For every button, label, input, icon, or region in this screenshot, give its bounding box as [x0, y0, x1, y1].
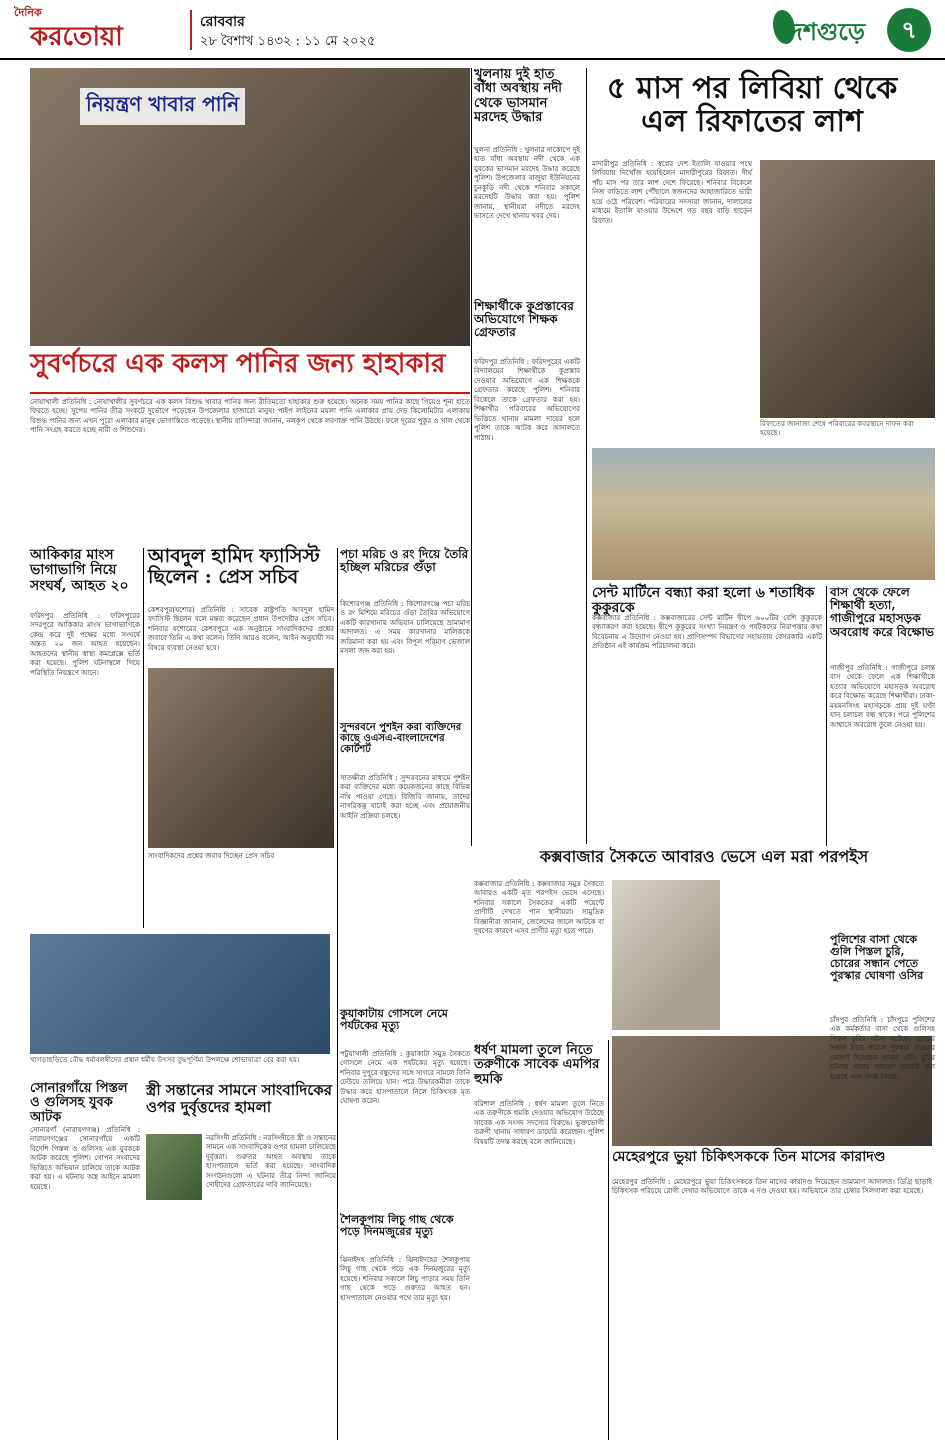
article-tree-fall: ঝিনাইদহ প্রতিনিধি : ঝিনাইদহের শৈলকুপায় লিচু গাছ থেকে পড়ে এক দিনমজুরের মৃত্যু হয়েছে। শনিবার সকালে লিচু পাড়ার সময় তিনি গাছ থেকে পড়ে গুরুতর আহত হন। হাসপাতালে নেওয়ার পথে তার মৃত্যু হয়। — [340, 1256, 470, 1302]
article-fake-doctor: মেহেরপুর প্রতিনিধি : মেহেরপুরে ভুয়া চিকিৎসককে তিন মাসের কারাদণ্ড দিয়েছেন ভ্রাম্যমাণ আদালত। ডিগ্রি ছাড়াই চিকিৎসক পরিচয়ে রোগী দেখার অভিযোগে তাকে এ দণ্ড দেওয়া হয়। অভিযানে তার চেম্বার সিলগালা করা হয়েছে। — [612, 1178, 932, 1196]
article-student-killed: গাজীপুর প্রতিনিধি : গাজীপুরে চলন্ত বাস থেকে ফেলে এক শিক্ষার্থীকে হত্যার অভিযোগে মহাসড়ক অবরোধ করে বিক্ষোভ করেছে শিক্ষার্থীরা। ঢাকা-ময়মনসিংহ মহাসড়কে প্রায় দুই ঘণ্টা যান চলাচল বন্ধ থাকে। পরে পুলিশের আশ্বাসে অবরোধ তুলে নেওয়া হয়। — [830, 664, 935, 729]
article-kuakata: পটুয়াখালী প্রতিনিধি : কুয়াকাটা সমুদ্র সৈকতে গোসলে নেমে এক পর্যটকের মৃত্যু হয়েছে। শনিবার দুপুরে বন্ধুদের সঙ্গে সাগরে নামলে তিনি ঢেউয়ে তলিয়ে যান। পরে উদ্ধারকর্মীরা তাকে উদ্ধার করে হাসপাতালে নিলে চিকিৎসক মৃত ঘোষণা করেন। — [340, 1050, 470, 1106]
headline-pushin-court[interactable]: সুন্দরবনে পুশইন করা ব্যক্তিদের কাছে ওএসএ-বাংলাদেশের কোর্টশর্ট — [340, 722, 462, 755]
headline-student-killed[interactable]: বাস থেকে ফেলে শিক্ষার্থী হত্যা, গাজীপুরে মহাসড়ক অবরোধ করে বিক্ষোভ — [830, 585, 934, 639]
masthead-divider — [190, 10, 192, 50]
paper-logo[interactable]: করতোয়া — [30, 22, 123, 52]
photo-buddhist-procession — [30, 934, 330, 1054]
headline-akikar-clash[interactable]: আকিকার মাংস ভাগাভাগি নিয়ে সংঘর্ষ, আহত ২০ — [30, 547, 129, 594]
headline-libya-body[interactable]: ৫ মাস পর লিবিয়া থেকে এল রিফাতের লাশ — [606, 71, 898, 139]
column-rule — [826, 586, 827, 846]
masthead — [0, 0, 945, 60]
article-rotten-chili: কিশোরগঞ্জ প্রতিনিধি : কিশোরগঞ্জে পচা মরিচ ও রং মিশিয়ে মরিচের গুঁড়া তৈরির অভিযোগে একটি কারখানায় অভিযান চালিয়েছে ভ্রাম্যমাণ আদালত। এ সময় কারখানার মালিককে জরিমানা করা হয় এবং বিপুল পরিমাণ ভেজাল মসলা জব্দ করা হয়। — [340, 600, 470, 656]
headline-sonargaon[interactable]: সোনারগাঁয়ে পিস্তল ও গুলিসহ যুবক আটক — [30, 1081, 128, 1125]
paper-tagline: দৈনিক — [14, 6, 42, 19]
headline-water-crisis[interactable]: সুবর্ণচরে এক কলস পানির জন্য হাহাকার — [30, 350, 470, 394]
headline-porpoise[interactable]: কক্সবাজার সৈকতে আবারও ভেসে এল মরা পরপইস — [539, 847, 869, 866]
photo-journalist — [146, 1134, 202, 1200]
article-libya-body: মাদারীপুর প্রতিনিধি : স্বপ্নের দেশ ইতালি যাওয়ার পথে লিবিয়ায় নিখোঁজ হয়েছিলেন মাদারীপুরের রিফাত। দীর্ঘ পাঁচ মাস পর তার লাশ দেশে ফিরেছে। শনিবার বিকেলে নিজ বাড়িতে লাশ পৌঁছালে স্বজনদের আহাজারিতে ভারী হয়ে ওঠে পরিবেশ। পরিবারের সদস্যরা জানান, দালালের মাধ্যমে ইতালি যাওয়ার উদ্দেশে গত বছর বাড়ি ছাড়েন রিফাত। — [592, 160, 752, 225]
article-rape-case: বরিশাল প্রতিনিধি : ধর্ষণ মামলা তুলে নিতে এক তরুণীকে হুমকি দেওয়ার অভিযোগ উঠেছে সাবেক এক সংসদ সদস্যের বিরুদ্ধে। ভুক্তভোগী তরুণী থানায় সাধারণ ডায়েরি করেছেন। পুলিশ বিষয়টি তদন্ত করছে বলে জানিয়েছে। — [474, 1100, 604, 1146]
column-rule — [143, 548, 144, 928]
article-akikar-clash: ফরিদপুর প্রতিনিধি : ফরিদপুরের সদরপুরে আকিকার মাংস ভাগাভাগিকে কেন্দ্র করে দুই পক্ষের মধ্যে সংঘর্ষে অন্তত ২০ জন আহত হয়েছেন। আহতদের স্থানীয় স্বাস্থ্য কমপ্লেক্সে ভর্তি করা হয়েছে। পুলিশ ঘটনাস্থলে গিয়ে পরিস্থিতি নিয়ন্ত্রণে আনে। — [30, 612, 140, 677]
photo-porpoise-carried — [612, 880, 720, 1030]
section-title: দেশগুড়ে — [780, 17, 865, 46]
caption-rifat: রিফাতের জানাজা শেষে পরিবারের কবরস্থানে দাফন করা হয়েছে। — [760, 420, 914, 438]
headline-tree-fall[interactable]: শৈলকুপায় লিচু গাছ থেকে পড়ে দিনমজুরের মৃত্যু — [340, 1213, 454, 1239]
headline-journalist-attack[interactable]: স্ত্রী সন্তানের সামনে সাংবাদিকের ওপর দুর্বৃত্তদের হামলা — [146, 1081, 333, 1116]
headline-khulna-body[interactable]: খুলনায় দুই হাত বাঁধা অবস্থায় নদী থেকে ভাসমান মরদেহ উদ্ধার — [474, 67, 562, 125]
article-sonargaon: সোনারগাঁ (নারায়ণগঞ্জ) প্রতিনিধি : নারায়ণগঞ্জের সোনারগাঁয়ে একটি বিদেশি পিস্তল ও গুলিসহ এক যুবককে আটক করেছে পুলিশ। গোপন সংবাদের ভিত্তিতে অভিযান চালিয়ে তাকে আটক করা হয়। এ ঘটনায় অস্ত্র আইনে মামলা হয়েছে। — [30, 1126, 140, 1191]
caption-press-secretary: সাংবাদিকদের প্রশ্নের জবাব দিচ্ছেন প্রেস সচিব — [148, 852, 275, 860]
photo-press-secretary — [148, 668, 334, 848]
page-number-badge: ৭ — [887, 8, 931, 52]
article-khulna-body: খুলনা প্রতিনিধি : খুলনার দাকোপে দুই হাত বাঁধা অবস্থায় নদী থেকে এক যুবকের ভাসমান মরদেহ উদ্ধার করেছে পুলিশ। উপজেলার বাজুয়া ইউনিয়নের চুনকুড়ি নদী থেকে শনিবার সকালে মরদেহটি উদ্ধার করা হয়। পুলিশ জানায়, স্থানীয়রা নদীতে মরদেহ ভাসতে দেখে থানায় খবর দেয়। — [474, 146, 580, 221]
headline-rotten-chili[interactable]: পচা মরিচ ও রং দিয়ে তৈরি হচ্ছিল মরিচের গুঁড়া — [340, 547, 469, 575]
article-press-secretary: কেশবপুর(যশোর) প্রতিনিধি : সাবেক রাষ্ট্রপতি আবদুল হামিদ ফ্যাসিস্ট ছিলেন বলে মন্তব্য করেছেন প্রধান উপদেষ্টার প্রেস সচিব। শনিবার যশোরের কেশবপুরে এক অনুষ্ঠানে সাংবাদিকদের প্রশ্নের জবাবে তিনি এ কথা বলেন। তিনি আরও বলেন, আইন অনুযায়ী সব বিষয়ে ব্যবস্থা নেওয়া হবে। — [148, 606, 334, 652]
article-pistol-theft: চাঁদপুর প্রতিনিধি : চাঁদপুরে পুলিশের এক কর্মকর্তার বাসা থেকে গুলিসহ পিস্তল চুরির ঘটনা ঘটেছে। চোরের সন্ধান দিতে পারলে পুরস্কার দেওয়ার ঘোষণা দিয়েছেন থানার ওসি। চুরির ঘটনায় থানায় সাধারণ ডায়েরি করা হয়েছে এবং তদন্ত চলছে। — [830, 1016, 935, 1081]
article-pushin-court: সাতক্ষীরা প্রতিনিধি : সুন্দরবনের মাধ্যমে পুশইন করা ব্যক্তিদের মধ্যে কয়েকজনের কাছে বিভিন্ন নথি পাওয়া গেছে। বিজিবি জানায়, তাদের নাগরিকত্ব যাচাই করা হচ্ছে এবং প্রয়োজনীয় আইনি প্রক্রিয়া চলছে। — [340, 774, 470, 820]
article-dogs-sterilized: কক্সবাজার প্রতিনিধি : কক্সবাজারের সেন্ট মার্টিন দ্বীপে ৬০০টির বেশি কুকুরকে বন্ধ্যাকরণ করা হয়েছে। দ্বীপে কুকুরের সংখ্যা নিয়ন্ত্রণ ও পর্যটকদের নিরাপত্তার কথা বিবেচনায় এ উদ্যোগ নেওয়া হয়। প্রাণিসম্পদ বিভাগের সহায়তায় বেসরকারি একটি প্রতিষ্ঠান এই কার্যক্রম পরিচালনা করে। — [592, 614, 822, 651]
photo-banner-text: নিয়ন্ত্রণ খাবার পানি — [80, 88, 245, 125]
headline-kuakata[interactable]: কুয়াকাটায় গোসলে নেমে পর্যটকের মৃত্যু — [340, 1007, 448, 1033]
headline-teacher-arrest[interactable]: শিক্ষার্থীকে কুপ্রস্তাবের অভিযোগে শিক্ষক গ্রেফতার — [474, 299, 574, 340]
photo-rifat-portrait — [760, 160, 935, 418]
headline-rape-case[interactable]: ধর্ষণ মামলা তুলে নিতে তরুণীকে সাবেক এমপির হুমকি — [474, 1043, 600, 1087]
headline-press-secretary[interactable]: আবদুল হামিদ ফ্যাসিস্ট ছিলেন : প্রেস সচিব — [148, 545, 320, 588]
column-rule — [608, 1040, 609, 1440]
article-porpoise-body: কক্সবাজার প্রতিনিধি : কক্সবাজার সমুদ্র সৈকতে আবারও একটি মৃত পরপইস ভেসে এসেছে। শনিবার সকালে সৈকতের একটি পয়েন্টে প্রাণীটি দেখতে পান স্থানীয়রা। সামুদ্রিক বিজ্ঞানীরা জানান, জেলেদের জালে আটকে বা দূষণের কারণে এসব প্রাণীর মৃত্যু হতে পারে। — [474, 880, 604, 936]
article-water-crisis: নোয়াখালী প্রতিনিধি : নোয়াখালীর সুবর্ণচরে এক কলস বিশুদ্ধ খাবার পানির জন্য রীতিমতো হাহাকার শুরু হয়েছে। অনেক সময় পানির কাছে গিয়েও শূন্য হাতে ফিরতে হচ্ছে। সুপেয় পানির তীব্র সংকটে দুর্ভোগে পড়েছেন উপজেলার হাজারো মানুষ। পাইপ লাইনের ময়লা পানি এলাকার প্রায় দেড় কিলোমিটার এলাকায় বিশুদ্ধ পানির জন্য এখন পুরো এলাকার মানুষ ভোগান্তিতে পড়েছে। স্থানীয় বাসিন্দারা জানান, নলকূপ থেকে লবণাক্ত পানি উঠছে। ফলে দূরের পুকুর ও খাল থেকে পানি সংগ্রহ করতে হচ্ছে নারী ও শিশুদের। — [30, 398, 470, 435]
photo-water-queue — [30, 68, 470, 346]
headline-dogs-sterilized[interactable]: সেন্ট মার্টিনে বন্ধ্যা করা হলো ৬ শতাধিক কুকুরকে — [592, 585, 815, 617]
headline-pistol-theft[interactable]: পুলিশের বাসা থেকে গুলি পিস্তল চুরি, চোরের সন্ধান পেতে পুরস্কার ঘোষণা ওসির — [830, 933, 924, 983]
headline-fake-doctor[interactable]: মেহেরপুরে ভুয়া চিকিৎসককে তিন মাসের কারাদণ্ড — [612, 1149, 886, 1165]
masthead-day: রোববার — [200, 14, 245, 30]
article-journalist-attack: নরসিংদী প্রতিনিধি : নরসিংদীতে স্ত্রী ও সন্তানের সামনে এক সাংবাদিকের ওপর হামলা চালিয়েছে দুর্বৃত্তরা। গুরুতর আহত অবস্থায় তাকে হাসপাতালে ভর্তি করা হয়েছে। সাংবাদিক সংগঠনগুলো এ ঘটনার তীব্র নিন্দা জানিয়ে দোষীদের গ্রেফতারের দাবি জানিয়েছে। — [206, 1134, 336, 1190]
column-rule — [586, 68, 587, 844]
photo-saint-martin-dogs — [592, 448, 935, 580]
column-rule — [337, 548, 338, 1440]
caption-procession: খাগড়াছড়িতে বৌদ্ধ ধর্মাবলম্বীদের প্রধান ধর্মীয় উৎসব বুদ্ধপূর্ণিমা উপলক্ষে শোভাযাত্রা বের করা হয়। — [30, 1056, 300, 1064]
column-rule — [471, 68, 472, 846]
article-teacher-arrest: ফরিদপুর প্রতিনিধি : ফরিদপুরের একটি বিদ্যালয়ের শিক্ষার্থীকে কুপ্রস্তাব দেওয়ার অভিযোগে এক শিক্ষককে গ্রেফতার করেছে পুলিশ। শনিবার বিকেলে তাকে গ্রেফতার করা হয়। শিক্ষার্থীর পরিবারের অভিযোগের ভিত্তিতে থানায় মামলা দায়ের হলে পুলিশ তাকে আটক করে আদালতে পাঠায়। — [474, 358, 580, 442]
masthead-date: ২৮ বৈশাখ ১৪৩২ : ১১ মে ২০২৫ — [200, 34, 376, 49]
